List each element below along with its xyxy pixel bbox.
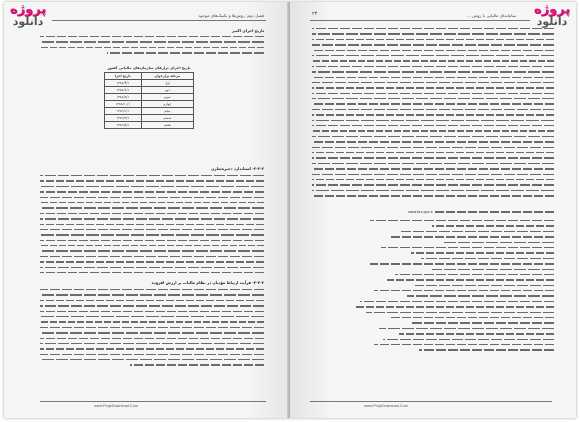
table-cell: پنجم bbox=[141, 108, 193, 115]
table-header-row bbox=[105, 73, 194, 80]
logo-line-2: دانلود bbox=[536, 15, 568, 28]
table-cell: ششم bbox=[141, 115, 193, 122]
left-heading-1: ۲-۲-۲- استاندارد ذخیره‌سازی bbox=[210, 166, 264, 171]
footer-rule bbox=[40, 401, 266, 402]
website-reference: www.tax.gov.ir bbox=[407, 210, 433, 214]
table-cell: سوم bbox=[141, 94, 193, 101]
dates-table bbox=[104, 66, 194, 129]
page-number: ۲۴ bbox=[312, 11, 318, 17]
table-row bbox=[105, 87, 194, 94]
table-header-cell: تاریخ اجرا bbox=[105, 73, 142, 80]
table-cell: اول bbox=[141, 80, 193, 87]
footer-rule bbox=[310, 401, 552, 402]
left-heading-2: ۲-۲-۳- فرآیند ارتباط مؤدیان در نظام مالیات بر ارزش افزوده bbox=[151, 280, 264, 285]
table-cell: ۱۳۸۸/۶/۱ bbox=[105, 87, 142, 94]
table-cell: ۱۳۸۹/۵/۱ bbox=[105, 122, 142, 129]
left-page bbox=[4, 2, 290, 418]
table-cell: ۱۳۸۸/۴/۱ bbox=[105, 80, 142, 87]
right-paragraph-1 bbox=[312, 26, 554, 201]
table-row bbox=[105, 122, 194, 129]
table-row bbox=[105, 101, 194, 108]
table-cell: چهارم bbox=[141, 101, 193, 108]
table-row bbox=[105, 115, 194, 122]
logo-line-1: پروژه bbox=[533, 2, 571, 17]
table-cell: هفتم bbox=[141, 122, 193, 129]
logo-line-1: پروژه bbox=[9, 2, 47, 17]
table-cell: ۱۳۸۹/۱/۱ bbox=[105, 108, 142, 115]
right-page-footer: www.ProjeDownload.Com bbox=[364, 404, 408, 408]
left-paragraph-1 bbox=[40, 34, 264, 58]
table-row bbox=[105, 80, 194, 87]
left-paragraph-3 bbox=[40, 287, 264, 370]
right-bullet-list bbox=[350, 218, 554, 355]
right-website-ref-line bbox=[408, 210, 554, 216]
right-page-header: سامانه‌ای مالیاتی با روش ... bbox=[466, 13, 516, 18]
table-cell: ۱۳۸۹/۳/۱ bbox=[105, 115, 142, 122]
text-line-placeholder bbox=[434, 211, 554, 212]
site-logo bbox=[8, 4, 48, 30]
table-row bbox=[105, 108, 194, 115]
left-paragraph-2 bbox=[40, 173, 264, 277]
table-cell: ۱۳۸۸/۸/۱ bbox=[105, 94, 142, 101]
left-page-footer: www.ProjeDownload.Com bbox=[94, 404, 138, 408]
left-page-header: فصل دوم: روش‌ها و تکنیک‌های موجود bbox=[198, 13, 264, 18]
left-section-intro: تاریخ اجرای اکتبر bbox=[232, 28, 264, 33]
logo-line-2: دانلود bbox=[12, 15, 44, 28]
right-page bbox=[290, 2, 576, 418]
table-cell: دوم bbox=[141, 87, 193, 94]
table-cell: ۱۳۸۸/۱۰/۱ bbox=[105, 101, 142, 108]
header-rule bbox=[52, 20, 266, 21]
table-row bbox=[105, 94, 194, 101]
table-header-cell: مرحله تراز‌خوان bbox=[141, 73, 193, 80]
dates-table-caption: تاریخ اجرای تراز‌های سازمان‌های مالیاتی کشور bbox=[107, 66, 191, 70]
header-rule bbox=[310, 20, 530, 21]
book-spread bbox=[4, 2, 576, 418]
